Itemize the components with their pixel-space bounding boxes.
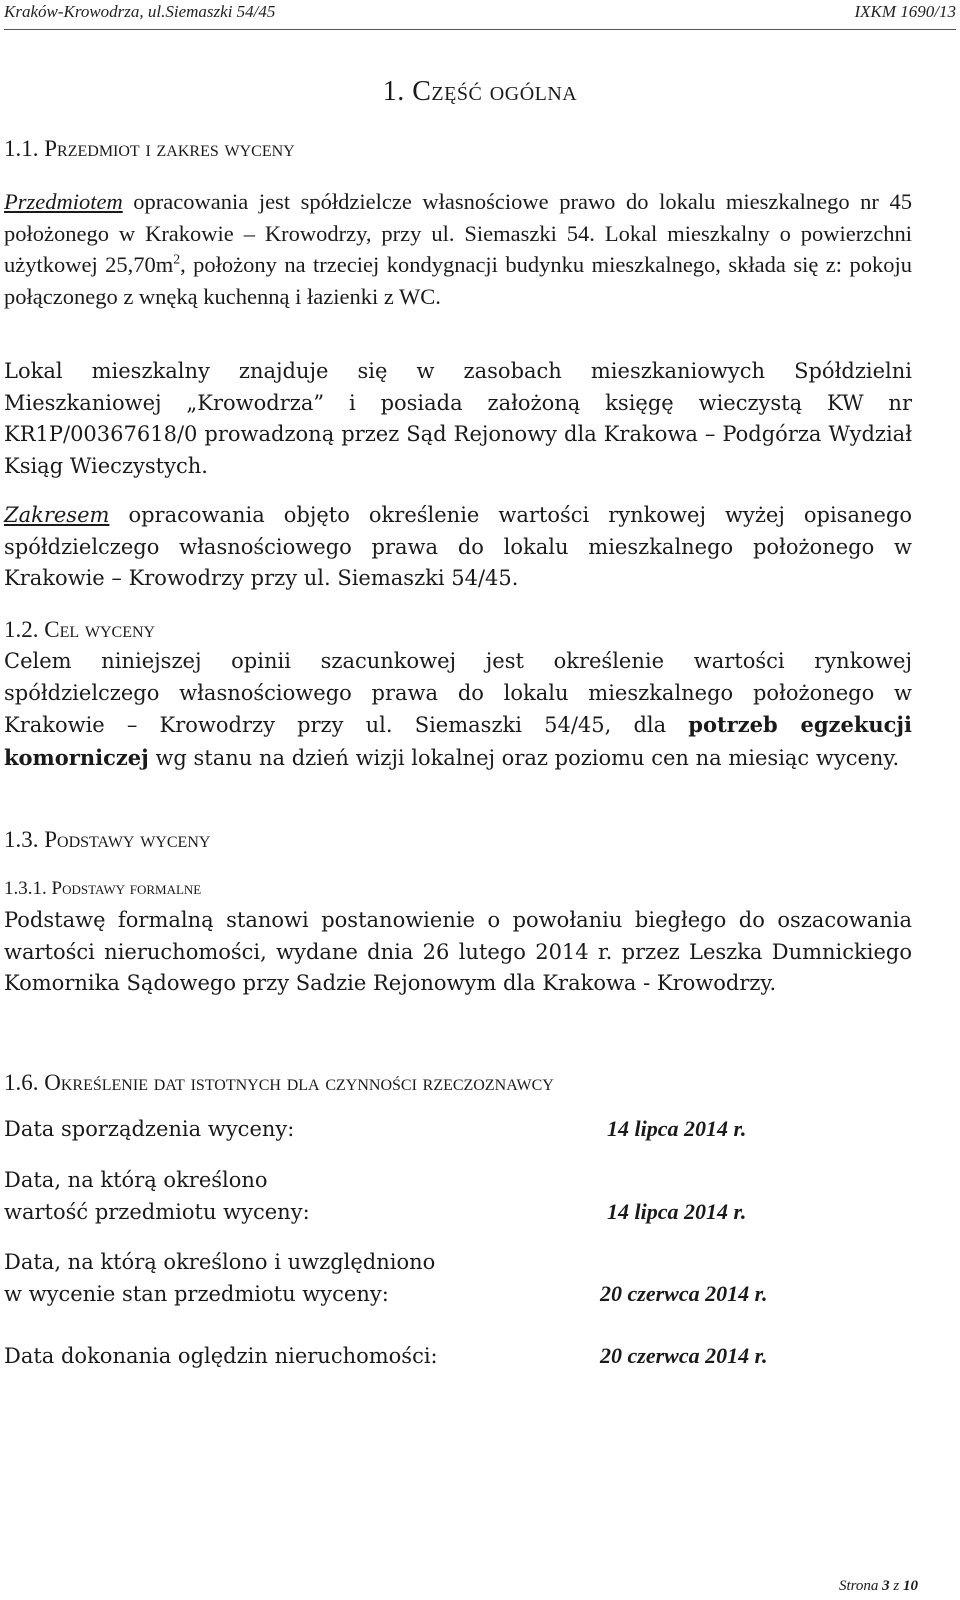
date-row-3-label-2: w wycenie stan przedmiotu wyceny: (4, 1282, 389, 1306)
purpose-bold: potrzeb egzekucji komorniczej (4, 712, 913, 770)
section-1-number: 1. (382, 76, 405, 107)
section-1-3-1-heading (4, 878, 201, 900)
section-1-6-heading (4, 1070, 554, 1096)
footer-prefix: Strona (838, 1578, 883, 1594)
header-location: Kraków-Krowodrza, ul.Siemaszki 54/45 (4, 2, 276, 21)
section-1-1-heading (4, 136, 295, 162)
section-1-1-number: 1.1. (4, 136, 39, 161)
date-row-4-label: Data dokonania oględzin nieruchomości: (4, 1344, 438, 1368)
subject-text-a: opracowania jest spółdzielcze własnościowe prawo do lokalu mieszkalnego nr 45 położonego w Krakowie – Krowodrzy, przy ul. Siemaszki 54. Lokal mieszkalny o powierzchni użytkowej 25,70m (4, 189, 912, 277)
section-1-heading (0, 76, 960, 108)
date-row-3-label-1: Data, na którą określono i uwzględniono (4, 1250, 436, 1274)
section-1-2-heading (4, 617, 155, 643)
section-1-3-1-title: Podstawy formalne (51, 878, 202, 899)
paragraph-land-register: Lokal mieszkalny znajduje się w zasobach mieszkaniowych Spółdzielni Mieszkaniowej „Krowodrza” i posiada założoną księgę wieczystą KW nr KR1P/00367618/0 prowadzoną przez Sąd Rejonowy dla Krakowa – Podgórza Wydział Ksiąg Wieczystych. (4, 359, 912, 478)
section-1-3-title: Podstawy wyceny (44, 827, 211, 852)
date-row-1-value: 14 lipca 2014 r. (607, 1116, 747, 1141)
date-row-3-value: 20 czerwca 2014 r. (600, 1281, 768, 1306)
purpose-text-a: Celem niniejszej opinii szacunkowej jest określenie wartości rynkowej spółdzielczego własnościowego prawa do lokalu mieszkalnego położonego w Krakowie – Krowodrzy przy ul. Siemaszki 54/45, dla (4, 649, 912, 737)
purpose-text-b: wg stanu na dzień wizji lokalnej oraz poziomu cen na miesiąc wyceny. (148, 745, 900, 770)
section-1-2-title: Cel wyceny (44, 617, 156, 642)
section-1-2-number: 1.2. (4, 617, 39, 642)
footer-page-total: 10 (903, 1578, 918, 1594)
date-row-2-label-1: Data, na którą określono (4, 1168, 268, 1192)
scope-lead: Zakresem (4, 503, 110, 527)
section-1-3-heading (4, 827, 210, 853)
section-1-6-title: Określenie dat istotnych dla czynności rzeczoznawcy (44, 1070, 554, 1095)
paragraph-subject (4, 186, 912, 312)
subject-text-b: , położony na trzeciej kondygnacji budynku mieszkalnego, składa się z: pokoju połączonego z wnęką kuchenną i łazienki z WC. (4, 252, 912, 309)
section-1-title: Część ogólna (412, 76, 578, 107)
header-divider (4, 29, 956, 30)
header-case-number: IXKM 1690/13 (854, 2, 956, 21)
paragraph-formal-basis: Podstawę formalną stanowi postanowienie o powołaniu biegłego do oszacowania wartości nieruchomości, wydane dnia 26 lutego 2014 r. przez Leszka Dumnickiego Komornika Sądowego przy Sadzie Rejonowym dla Krakowa - Krowodrzy. (4, 908, 912, 995)
section-1-3-1-number: 1.3.1. (4, 878, 47, 899)
footer-page-number: 3 (882, 1578, 890, 1594)
section-1-1-title: Przedmiot i zakres wyceny (44, 136, 295, 161)
footer-separator: z (889, 1578, 903, 1594)
date-row-2-value: 14 lipca 2014 r. (607, 1199, 747, 1224)
subject-lead: Przedmiotem (4, 189, 123, 214)
scope-text: opracowania objęto określenie wartości rynkowej wyżej opisanego spółdzielczego własnościowego prawa do lokalu mieszkalnego położonego w Krakowie – Krowodrzy przy ul. Siemaszki 54/45. (4, 503, 912, 590)
page-footer (839, 1578, 918, 1595)
date-row-1-label: Data sporządzenia wyceny: (4, 1117, 295, 1141)
area-superscript: 2 (173, 251, 181, 267)
date-row-4-value: 20 czerwca 2014 r. (600, 1343, 768, 1368)
section-1-3-number: 1.3. (4, 827, 39, 852)
paragraph-scope (4, 500, 912, 595)
running-header (4, 2, 956, 24)
section-1-6-number: 1.6. (4, 1070, 39, 1095)
paragraph-purpose (4, 646, 912, 774)
date-row-2-label-2: wartość przedmiotu wyceny: (4, 1200, 310, 1224)
